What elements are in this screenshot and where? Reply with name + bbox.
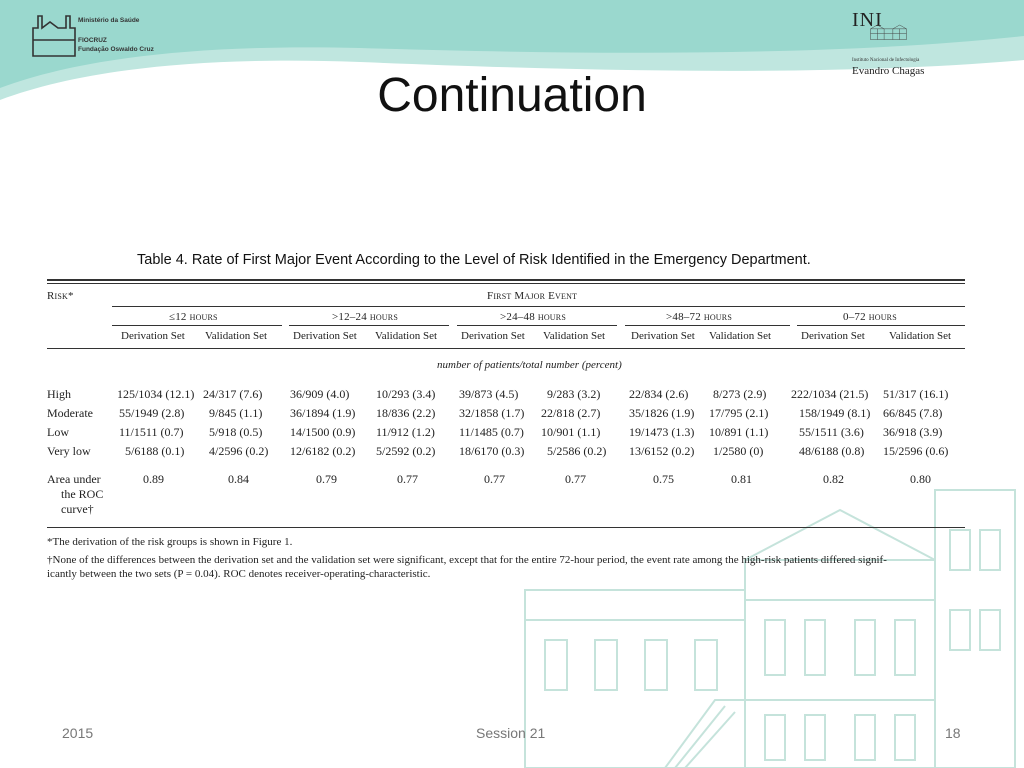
units-note: number of patients/total number (percent) — [437, 359, 622, 371]
table-cell: 1/2580 (0) — [713, 444, 764, 458]
auc-value: 0.77 — [565, 472, 586, 486]
table-cell: 5/918 (0.5) — [209, 425, 263, 439]
auc-value: 0.79 — [316, 472, 337, 486]
group-rule — [112, 306, 965, 307]
table-cell: 17/795 (2.1) — [709, 406, 769, 420]
auc-value: 0.89 — [143, 472, 164, 486]
ini-building-icon — [846, 24, 930, 58]
period-rule — [797, 325, 965, 326]
table-cell: 66/845 (7.8) — [883, 406, 943, 420]
table-cell: 10/891 (1.1) — [709, 425, 769, 439]
table-cell: 9/845 (1.1) — [209, 406, 263, 420]
period-header: >48–72 hours — [666, 311, 732, 323]
period-rule — [457, 325, 617, 326]
table-top-rule-2 — [47, 283, 965, 284]
auc-value: 0.75 — [653, 472, 674, 486]
header-rule — [47, 348, 965, 349]
table-cell: 51/317 (16.1) — [883, 387, 949, 401]
footnote: †None of the differences between the derivation set and the validation set were significant, except that for the entire 72-hour period, the event rate among the high-risk patients differed signif- — [47, 554, 887, 566]
period-header: 0–72 hours — [843, 311, 897, 323]
derivation-set-header: Derivation Set — [293, 330, 357, 342]
footer-session: Session 21 — [476, 725, 546, 741]
table-cell: 125/1034 (12.1) — [117, 387, 195, 401]
table-cell: 13/6152 (0.2) — [629, 444, 695, 458]
table-cell: 158/1949 (8.1) — [799, 406, 871, 420]
auc-value: 0.84 — [228, 472, 249, 486]
period-rule — [112, 325, 282, 326]
table-cell: 55/1511 (3.6) — [799, 425, 864, 439]
table-cell: 222/1034 (21.5) — [791, 387, 869, 401]
table-caption: Table 4. Rate of First Major Event According to the Level of Risk Identified in the Emergency Department. — [137, 252, 811, 268]
period-header: >24–48 hours — [500, 311, 566, 323]
table-cell: 48/6188 (0.8) — [799, 444, 865, 458]
table-cell: 11/912 (1.2) — [376, 425, 435, 439]
ini-subtitle: Instituto Nacional de Infectologia — [852, 58, 920, 63]
validation-set-header: Validation Set — [889, 330, 952, 342]
table-cell: 12/6182 (0.2) — [290, 444, 356, 458]
risk-header: Risk* — [47, 290, 74, 302]
auc-label: Area under — [47, 472, 101, 486]
period-rule — [289, 325, 449, 326]
table-cell: 36/1894 (1.9) — [290, 406, 356, 420]
foundation-label: Fundação Oswaldo Cruz — [78, 46, 154, 53]
table-cell: 35/1826 (1.9) — [629, 406, 695, 420]
derivation-set-header: Derivation Set — [801, 330, 865, 342]
table-cell: 39/873 (4.5) — [459, 387, 519, 401]
validation-set-header: Validation Set — [375, 330, 438, 342]
table-cell: 24/317 (7.6) — [203, 387, 263, 401]
ministry-label: Ministério da Saúde — [78, 17, 140, 24]
derivation-set-header: Derivation Set — [461, 330, 525, 342]
period-header: ≤12 hours — [169, 311, 218, 323]
first-major-event-header: First Major Event — [487, 290, 578, 302]
table-top-rule — [47, 279, 965, 281]
table-cell: 18/836 (2.2) — [376, 406, 436, 420]
auc-value: 0.82 — [823, 472, 844, 486]
ini-abbr: INI — [852, 9, 883, 31]
validation-set-header: Validation Set — [543, 330, 606, 342]
slide-title: Continuation — [377, 69, 647, 122]
row-label: Very low — [47, 444, 91, 458]
table-cell: 14/1500 (0.9) — [290, 425, 356, 439]
slide-number: 18 — [945, 725, 961, 741]
row-label: Low — [47, 425, 69, 439]
validation-set-header: Validation Set — [205, 330, 268, 342]
auc-label: curve† — [61, 502, 94, 516]
table-cell: 9/283 (3.2) — [547, 387, 601, 401]
table-cell: 5/2586 (0.2) — [547, 444, 607, 458]
footnote: icantly between the two sets (P = 0.04). ROC denotes receiver-operating-characteristic. — [47, 568, 431, 580]
period-header: >12–24 hours — [332, 311, 398, 323]
table-cell: 8/273 (2.9) — [713, 387, 767, 401]
table-cell: 4/2596 (0.2) — [209, 444, 269, 458]
auc-label: the ROC — [61, 487, 104, 501]
table-cell: 11/1511 (0.7) — [119, 425, 184, 439]
footer-year: 2015 — [62, 725, 94, 741]
table-cell: 55/1949 (2.8) — [119, 406, 185, 420]
validation-set-header: Validation Set — [709, 330, 772, 342]
table-cell: 22/818 (2.7) — [541, 406, 601, 420]
table-cell: 15/2596 (0.6) — [883, 444, 949, 458]
row-label: Moderate — [47, 406, 93, 420]
footnote: *The derivation of the risk groups is shown in Figure 1. — [47, 536, 293, 548]
table-cell: 32/1858 (1.7) — [459, 406, 525, 420]
auc-value: 0.80 — [910, 472, 931, 486]
table-cell: 5/6188 (0.1) — [125, 444, 185, 458]
auc-value: 0.77 — [484, 472, 505, 486]
auc-value: 0.77 — [397, 472, 418, 486]
table-cell: 5/2592 (0.2) — [376, 444, 436, 458]
fiocruz-label: FIOCRUZ — [78, 37, 107, 44]
table-cell: 18/6170 (0.3) — [459, 444, 525, 458]
table-cell: 10/901 (1.1) — [541, 425, 601, 439]
row-label: High — [47, 387, 71, 401]
derivation-set-header: Derivation Set — [121, 330, 185, 342]
ini-name: Evandro Chagas — [852, 65, 925, 77]
table-cell: 11/1485 (0.7) — [459, 425, 524, 439]
table-cell: 10/293 (3.4) — [376, 387, 436, 401]
period-rule — [625, 325, 790, 326]
table-cell: 36/909 (4.0) — [290, 387, 350, 401]
table-cell: 19/1473 (1.3) — [629, 425, 695, 439]
building-watermark — [515, 470, 1024, 768]
derivation-set-header: Derivation Set — [631, 330, 695, 342]
table-cell: 36/918 (3.9) — [883, 425, 943, 439]
table-bottom-rule — [47, 527, 965, 528]
table-cell: 22/834 (2.6) — [629, 387, 689, 401]
auc-value: 0.81 — [731, 472, 752, 486]
